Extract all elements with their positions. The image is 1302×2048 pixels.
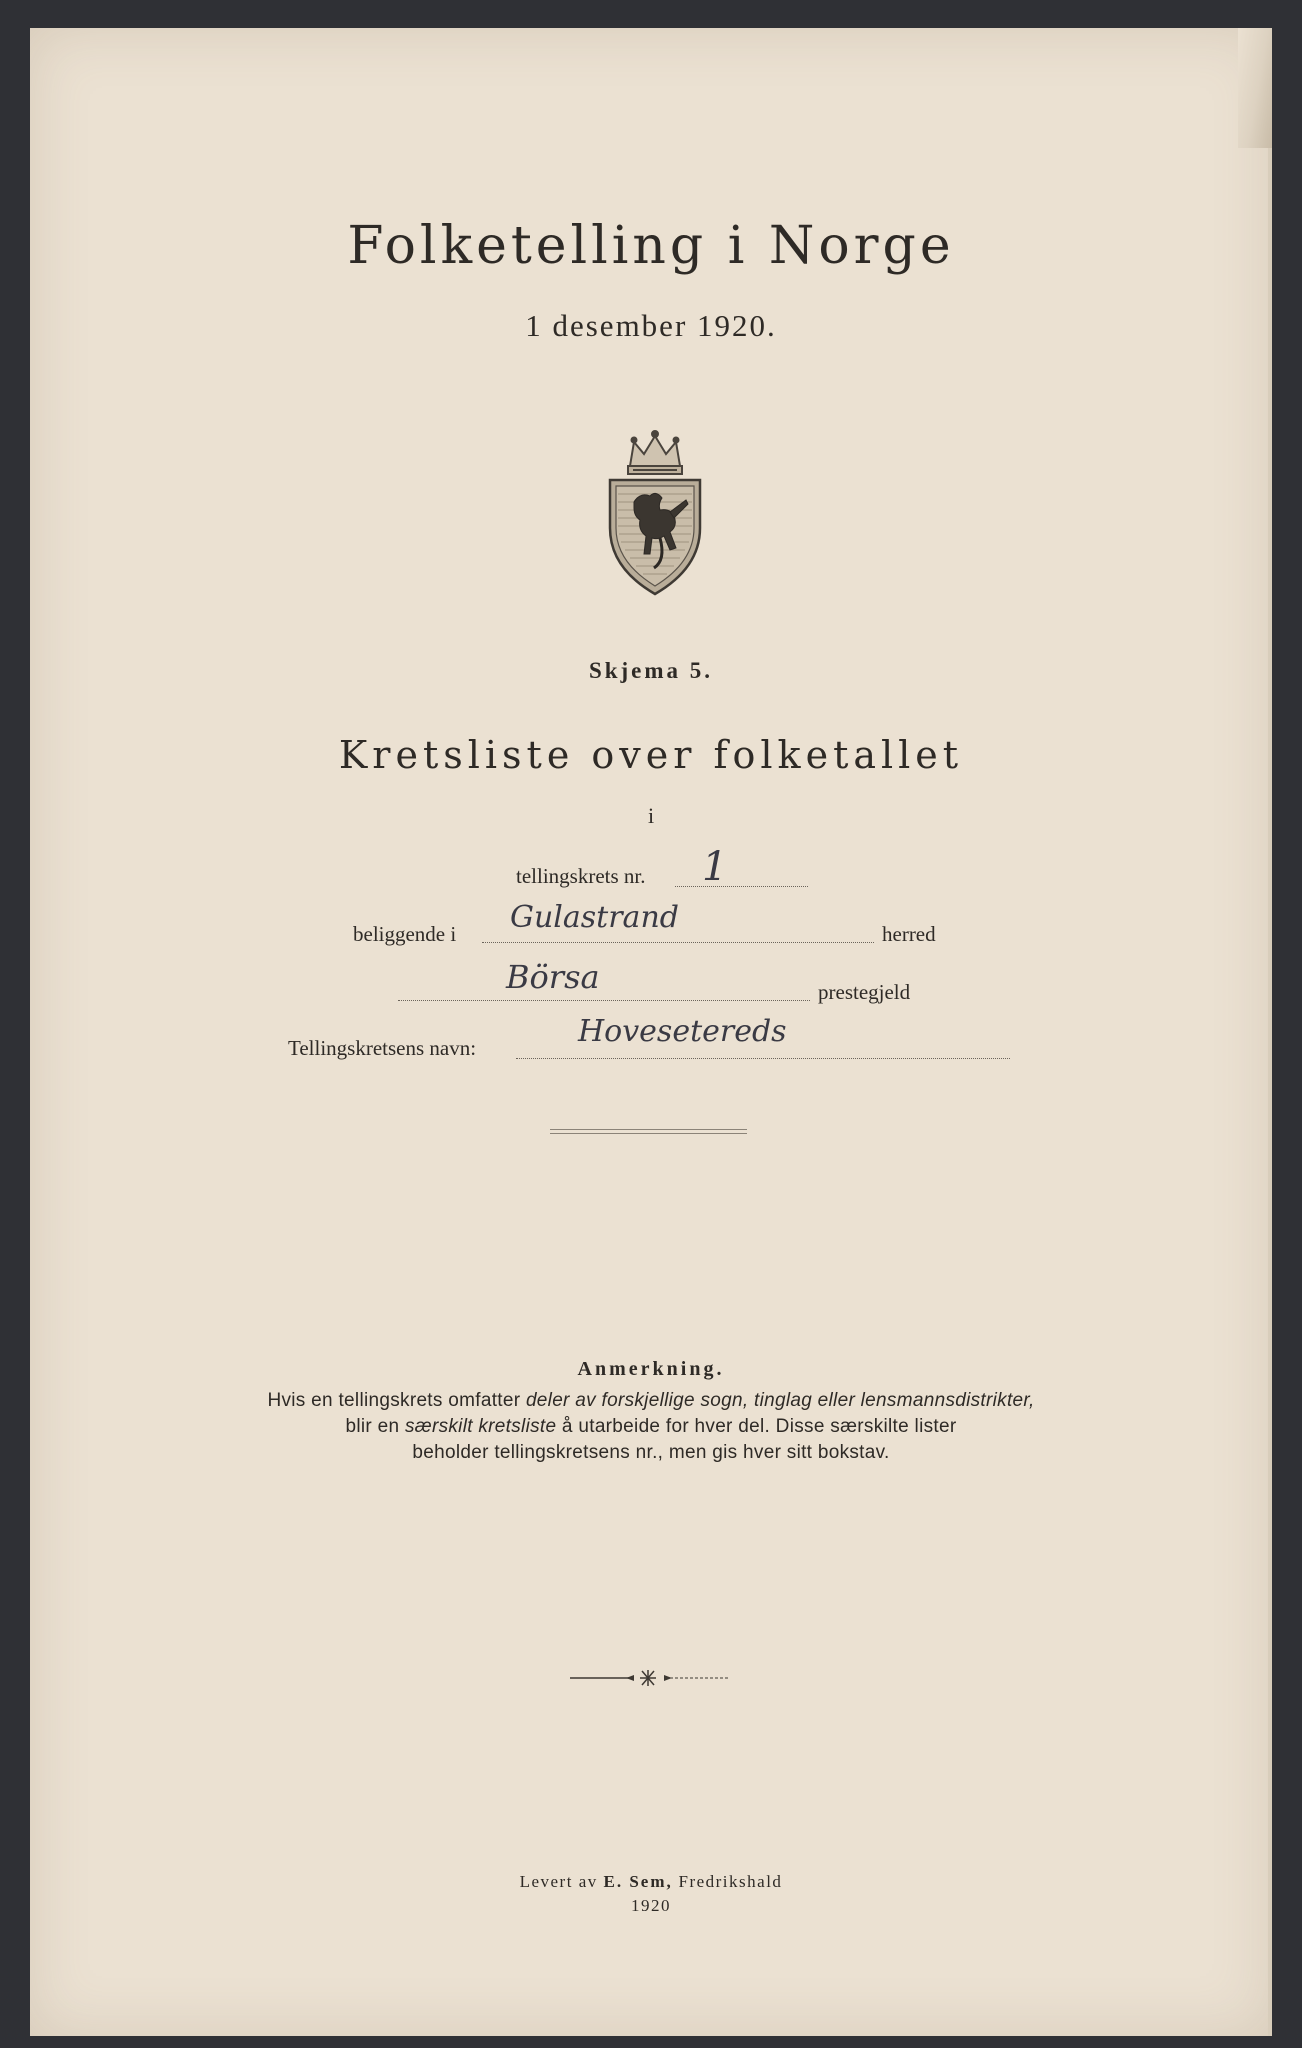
herred-label: herred [882,922,936,946]
section-divider [550,1129,747,1134]
note-line-3: beholder tellingskretsens nr., men gis hver sitt bokstav. [412,1442,890,1463]
note-line-1-italic: deler av forskjellige sogn, tinglag eller lensmannsdistrikter, [525,1390,1035,1411]
district-name-field-line [516,1058,1010,1059]
page-fold-corner [1238,28,1272,148]
located-in-value: Gulastrand [510,900,679,935]
note-line-2-text-b: å utarbeide for hver del. Disse særskilte lister [556,1416,957,1437]
decorative-star-divider-icon [570,1668,730,1688]
district-number-value: 1 [702,844,728,890]
printer-name: E. Sem, [603,1872,673,1891]
note-line-2-text-a: blir en [345,1416,405,1437]
note-line-2-italic: særskilt kretsliste [404,1416,557,1437]
note-line-1-text: Hvis en tellingskrets omfatter [267,1390,526,1411]
census-date: 1 desember 1920. [525,308,777,343]
parish-field-line [398,1000,810,1001]
located-in-label: beliggende i [353,922,457,946]
parish-value: Börsa [506,958,600,996]
district-name-value: Hovesetereds [578,1014,787,1049]
print-year: 1920 [631,1896,671,1915]
norwegian-coat-of-arms-icon [600,428,710,598]
district-name-label: Tellingskretsens navn: [288,1036,477,1060]
printer-credit-prefix: Levert av [519,1872,604,1891]
note-title: Anmerkning. [577,1358,725,1380]
located-in-field-line [482,942,874,943]
parish-label: prestegjeld [818,980,911,1004]
form-heading: Kretsliste over folketallet [338,733,964,777]
connector-word: i [647,803,655,828]
district-number-field-line [675,886,808,887]
printer-credit [30,1872,1272,1892]
main-title: Folketelling i Norge [347,216,955,276]
note-line-1 [30,1390,1272,1412]
note-line-2 [30,1416,1272,1438]
schema-number: Skjema 5. [588,658,714,683]
district-number-label: tellingskrets nr. [516,864,646,888]
printer-place: Fredrikshald [672,1872,783,1891]
census-form-page [30,28,1272,2036]
